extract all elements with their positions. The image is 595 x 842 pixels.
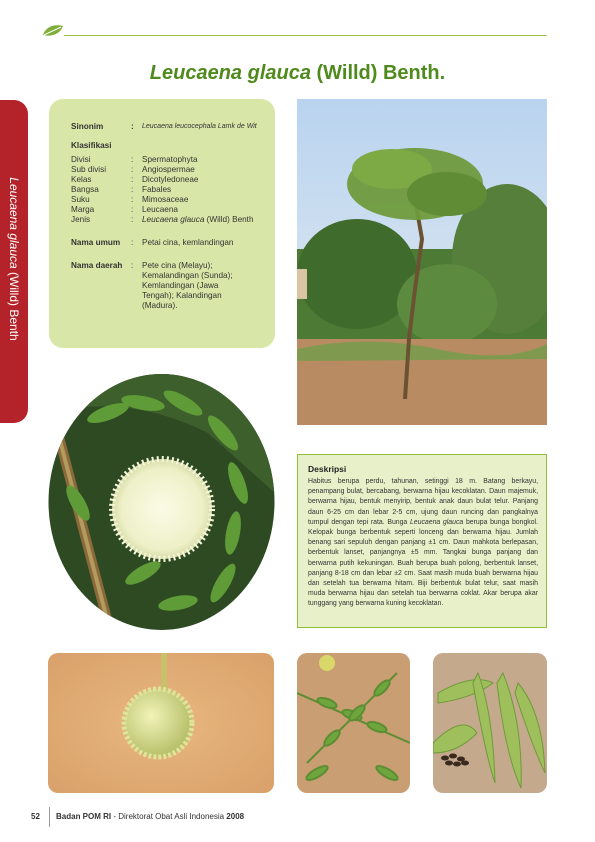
sinonim-value: Leucaena leucocephala Lamk de Wit <box>142 123 257 130</box>
classification-colon: : <box>131 195 134 204</box>
classification-colon: : <box>131 205 134 214</box>
klasifikasi-heading <box>71 141 112 151</box>
title-species: Leucaena glauca <box>149 62 311 84</box>
jenis-author: (Willd) Benth <box>204 215 254 224</box>
seed-pods-photo <box>433 653 547 793</box>
footer-year: 2008 <box>226 812 245 821</box>
nama-umum-label: Nama umum <box>71 238 121 247</box>
classification-key: Sub divisi <box>71 165 107 174</box>
footer-divider <box>49 807 50 827</box>
footer-text <box>56 812 244 821</box>
header-rule <box>64 35 547 36</box>
classification-value: Spermatophyta <box>142 155 198 164</box>
jenis-value <box>142 215 287 225</box>
page-title <box>0 62 595 85</box>
nama-umum-colon: : <box>131 238 134 247</box>
nama-daerah-label: Nama daerah <box>71 261 123 270</box>
tree-photo <box>297 99 547 425</box>
classification-value: Leucaena <box>142 205 178 214</box>
side-tab-species: Leucaena glauca <box>7 177 21 269</box>
footer-publisher: Badan POM RI <box>56 812 112 821</box>
flower-photo <box>48 373 275 631</box>
nama-daerah-line: Kemlandingan (Jawa <box>142 281 219 290</box>
classification-colon: : <box>131 155 134 164</box>
description-species: Leucaena glauca <box>409 518 464 526</box>
description-text-part: berupa bunga bongkol. Kelopak bunga berbentuk seperti lonceng dan berwarna hijau. Jumlah benang sari sepuluh dengan panjang ±1 cm. Daun mahkota berlepasan, berbentuk lanset, panjangnya ±5 mm. Tangkai bunga panjang dan berwarna putih kekuningan. Buah berupa buah polong, berbentuk lanset, panjang 8-18 cm dan lebar ±2 cm. Saat masih muda buah berwarna hijau dan setelah tua berwarna hitam. Biji berbentuk bulat telur, saat masih muda berwarna hijau dan setelah tua berwarna coklat. Akar berupa akar tunggang yang berwarna kuning kecoklatan. <box>308 518 538 608</box>
classification-key: Suku <box>71 195 90 204</box>
description-title: Deskripsi <box>308 464 347 474</box>
footer-subtitle: - Direktorat Obat Asli Indonesia <box>111 812 227 821</box>
leaves-photo <box>297 653 410 793</box>
nama-umum-value: Petai cina, kemlandingan <box>142 238 234 247</box>
nama-daerah-value <box>142 261 287 311</box>
nama-daerah-line: (Madura). <box>142 301 178 310</box>
classification-key: Divisi <box>71 155 91 164</box>
klasifikasi-label: Klasifikasi <box>71 141 112 150</box>
classification-value: Angiospermae <box>142 165 195 174</box>
classification-value: Mimosaceae <box>142 195 189 204</box>
leaf-logo-icon <box>41 23 65 39</box>
jenis-colon: : <box>131 215 134 224</box>
nama-daerah-colon: : <box>131 261 134 270</box>
classification-box <box>49 99 275 348</box>
nama-daerah-line: Pete cina (Melayu); <box>142 261 213 270</box>
nama-daerah-line: Tengah); Kalandingan <box>142 291 222 300</box>
classification-colon: : <box>131 175 134 184</box>
classification-value: Dicotyledoneae <box>142 175 199 184</box>
classification-colon: : <box>131 165 134 174</box>
nama-daerah-line: Kemalandingan (Sunda); <box>142 271 233 280</box>
description-text <box>308 477 538 610</box>
classification-value: Fabales <box>142 185 172 194</box>
classification-key: Bangsa <box>71 185 99 194</box>
description-box <box>297 454 547 628</box>
side-tab-label <box>3 99 25 419</box>
sinonim-label: Sinonim <box>71 122 104 131</box>
classification-key: Kelas <box>71 175 92 184</box>
page-number: 52 <box>31 812 40 821</box>
description-text-part: Habitus berupa perdu, tahunan, setinggi 18 m. Batang berkayu, penampang bulat, bercabang, berwarna hijau kecoklatan. Daun majemuk, berwarna hijau, bentuk menyirip, bentuk anak daun bulat telur. Panjang daun 6-25 cm dan lebar 2-5 cm, ujung daun runcing dan pangkalnya tumpul dengan tepi rata. Bunga <box>308 478 538 526</box>
classification-key: Marga <box>71 205 95 214</box>
side-tab-author: (Willd) Benth <box>7 268 21 341</box>
jenis-species: Leucaena glauca <box>142 215 205 224</box>
classification-colon: : <box>131 185 134 194</box>
jenis-label: Jenis <box>71 215 91 224</box>
sinonim-colon: : <box>131 122 134 131</box>
flower-bud-photo <box>48 653 274 793</box>
title-author: (Willd) Benth. <box>310 62 446 84</box>
